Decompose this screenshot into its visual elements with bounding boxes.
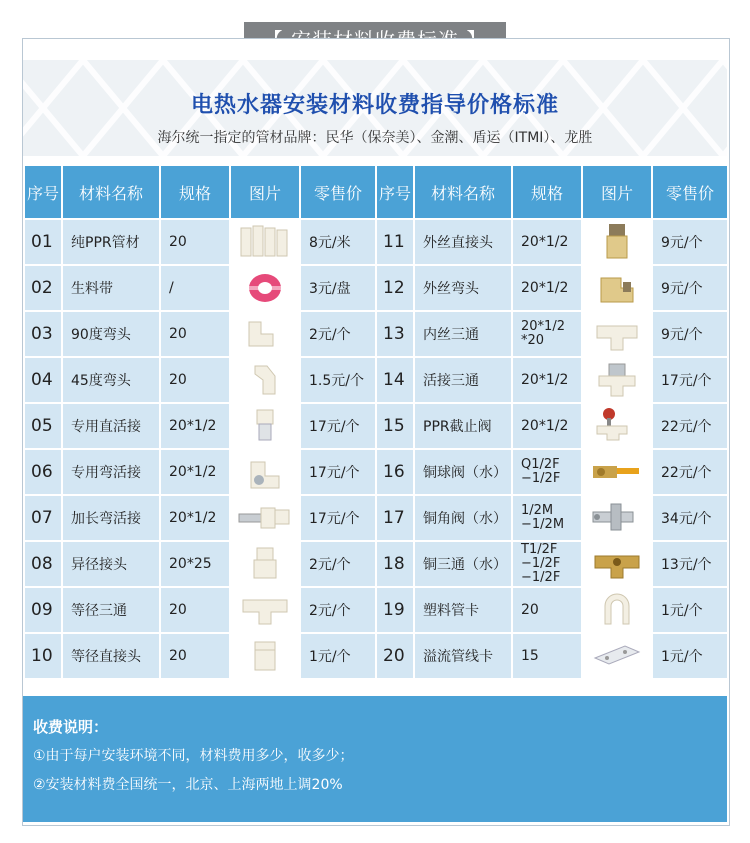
- item-spec: Q1/2F −1/2F: [512, 449, 582, 495]
- item-spec: 20*1/2: [512, 357, 582, 403]
- item-name: 专用直活接: [62, 403, 160, 449]
- item-spec: /: [160, 265, 230, 311]
- brand-subtitle: 海尔统一指定的管材品牌：民华（保奈美）、金潮、盾运（ITMI）、龙胜: [157, 130, 593, 146]
- item-number: 14: [376, 357, 414, 403]
- item-name: 45度弯头: [62, 357, 160, 403]
- item-price: 8元/米: [300, 219, 376, 265]
- table-row: [24, 541, 728, 587]
- item-image: [582, 265, 652, 311]
- item-name: 塑料管卡: [414, 587, 512, 633]
- item-name: PPR截止阀: [414, 403, 512, 449]
- col-header-image: 图片: [582, 165, 652, 219]
- item-spec: T1/2F −1/2F −1/2F: [512, 541, 582, 587]
- item-price: 13元/个: [652, 541, 728, 587]
- col-header-name: 材料名称: [414, 165, 512, 219]
- col-header-no: 序号: [24, 165, 62, 219]
- item-name: 90度弯头: [62, 311, 160, 357]
- angle-valve-icon: [587, 498, 647, 538]
- col-header-name: 材料名称: [62, 165, 160, 219]
- col-header-no: 序号: [376, 165, 414, 219]
- item-name: 溢流管线卡: [414, 633, 512, 679]
- item-price: 1元/个: [300, 633, 376, 679]
- item-name: 活接三通: [414, 357, 512, 403]
- item-price: 2元/个: [300, 311, 376, 357]
- item-name: 内丝三通: [414, 311, 512, 357]
- item-number: 04: [24, 357, 62, 403]
- item-name: 铜角阀（水）: [414, 495, 512, 541]
- item-number: 15: [376, 403, 414, 449]
- item-number: 03: [24, 311, 62, 357]
- item-name: 等径三通: [62, 587, 160, 633]
- equal-tee-icon: [235, 590, 295, 630]
- table-row: [24, 495, 728, 541]
- table-row: [24, 403, 728, 449]
- item-image: [582, 495, 652, 541]
- item-price: 17元/个: [652, 357, 728, 403]
- item-image: [230, 403, 300, 449]
- male-elbow-icon: [587, 268, 647, 308]
- item-number: 10: [24, 633, 62, 679]
- item-spec: 20: [160, 311, 230, 357]
- item-name: 等径直接头: [62, 633, 160, 679]
- extended-elbow-union-icon: [235, 498, 295, 538]
- item-image: [230, 633, 300, 679]
- elbow-90-icon: [235, 314, 295, 354]
- item-spec: 20*1/2: [512, 265, 582, 311]
- item-price: 3元/盘: [300, 265, 376, 311]
- item-image: [230, 495, 300, 541]
- item-image: [582, 633, 652, 679]
- item-name: 铜三通（水）: [414, 541, 512, 587]
- table-row: [24, 265, 728, 311]
- item-name: 专用弯活接: [62, 449, 160, 495]
- item-name: 生料带: [62, 265, 160, 311]
- item-number: 11: [376, 219, 414, 265]
- male-straight-connector-icon: [587, 222, 647, 262]
- table-row: [24, 449, 728, 495]
- item-spec: 1/2M −1/2M: [512, 495, 582, 541]
- item-image: [230, 265, 300, 311]
- item-image: [230, 541, 300, 587]
- item-image: [230, 587, 300, 633]
- item-name: 外丝直接头: [414, 219, 512, 265]
- col-header-spec: 规格: [160, 165, 230, 219]
- item-number: 08: [24, 541, 62, 587]
- female-tee-icon: [587, 314, 647, 354]
- item-price: 22元/个: [652, 449, 728, 495]
- item-price: 2元/个: [300, 541, 376, 587]
- item-image: [582, 587, 652, 633]
- item-name: 铜球阀（水）: [414, 449, 512, 495]
- item-image: [230, 449, 300, 495]
- item-number: 19: [376, 587, 414, 633]
- pipe-clip-icon: [587, 590, 647, 630]
- item-name: 加长弯活接: [62, 495, 160, 541]
- straight-union-icon: [235, 406, 295, 446]
- item-price: 1元/个: [652, 587, 728, 633]
- table-row: [24, 587, 728, 633]
- item-image: [230, 311, 300, 357]
- item-price: 1元/个: [652, 633, 728, 679]
- item-name: 纯PPR管材: [62, 219, 160, 265]
- item-price: 17元/个: [300, 495, 376, 541]
- item-image: [582, 311, 652, 357]
- item-price: 22元/个: [652, 403, 728, 449]
- item-number: 07: [24, 495, 62, 541]
- item-image: [230, 219, 300, 265]
- brass-ball-valve-icon: [587, 452, 647, 492]
- table-row: [24, 311, 728, 357]
- item-image: [582, 541, 652, 587]
- item-price: 17元/个: [300, 449, 376, 495]
- item-price: 9元/个: [652, 265, 728, 311]
- item-spec: 20*1/2: [160, 495, 230, 541]
- notes-panel: [23, 696, 727, 822]
- item-spec: 15: [512, 633, 582, 679]
- item-number: 02: [24, 265, 62, 311]
- price-table: [23, 164, 729, 680]
- item-number: 20: [376, 633, 414, 679]
- item-spec: 20: [160, 587, 230, 633]
- note-item: ①由于每户安装环境不同，材料费用多少，收多少；: [33, 748, 354, 764]
- col-header-price: 零售价: [300, 165, 376, 219]
- elbow-union-icon: [235, 452, 295, 492]
- item-number: 05: [24, 403, 62, 449]
- item-name: 异径接头: [62, 541, 160, 587]
- elbow-45-icon: [235, 360, 295, 400]
- item-number: 16: [376, 449, 414, 495]
- item-price: 1.5元/个: [300, 357, 376, 403]
- table-row: [24, 357, 728, 403]
- item-price: 34元/个: [652, 495, 728, 541]
- item-image: [582, 449, 652, 495]
- col-header-image: 图片: [230, 165, 300, 219]
- item-spec: 20*1/2 *20: [512, 311, 582, 357]
- item-price: 2元/个: [300, 587, 376, 633]
- page-title: 电热水器安装材料收费指导价格标准: [190, 93, 559, 118]
- item-spec: 20*25: [160, 541, 230, 587]
- item-spec: 20: [160, 219, 230, 265]
- stop-valve-icon: [587, 406, 647, 446]
- item-spec: 20: [160, 633, 230, 679]
- item-image: [582, 357, 652, 403]
- note-item: ②安装材料费全国统一，北京、上海两地上调20%: [33, 777, 343, 793]
- item-spec: 20: [160, 357, 230, 403]
- ppr-pipe-icon: [235, 222, 295, 262]
- table-row: [24, 633, 728, 679]
- straight-coupling-icon: [235, 636, 295, 676]
- item-image: [230, 357, 300, 403]
- table-row: [24, 219, 728, 265]
- brass-tee-icon: [587, 544, 647, 584]
- item-spec: 20: [512, 587, 582, 633]
- price-table-container: [23, 164, 727, 694]
- item-spec: 20*1/2: [160, 449, 230, 495]
- item-image: [582, 403, 652, 449]
- item-price: 17元/个: [300, 403, 376, 449]
- notes-heading: 收费说明：: [33, 718, 109, 736]
- ptfe-tape-icon: [235, 268, 295, 308]
- col-header-price: 零售价: [652, 165, 728, 219]
- item-price: 9元/个: [652, 311, 728, 357]
- item-image: [582, 219, 652, 265]
- union-tee-icon: [587, 360, 647, 400]
- item-number: 01: [24, 219, 62, 265]
- item-number: 13: [376, 311, 414, 357]
- overflow-clip-icon: [587, 636, 647, 676]
- item-number: 12: [376, 265, 414, 311]
- item-number: 06: [24, 449, 62, 495]
- item-spec: 20*1/2: [160, 403, 230, 449]
- item-name: 外丝弯头: [414, 265, 512, 311]
- item-number: 17: [376, 495, 414, 541]
- table-header-row: [24, 165, 728, 219]
- item-number: 18: [376, 541, 414, 587]
- col-header-spec: 规格: [512, 165, 582, 219]
- reducer-icon: [235, 544, 295, 584]
- item-number: 09: [24, 587, 62, 633]
- item-spec: 20*1/2: [512, 403, 582, 449]
- item-spec: 20*1/2: [512, 219, 582, 265]
- item-price: 9元/个: [652, 219, 728, 265]
